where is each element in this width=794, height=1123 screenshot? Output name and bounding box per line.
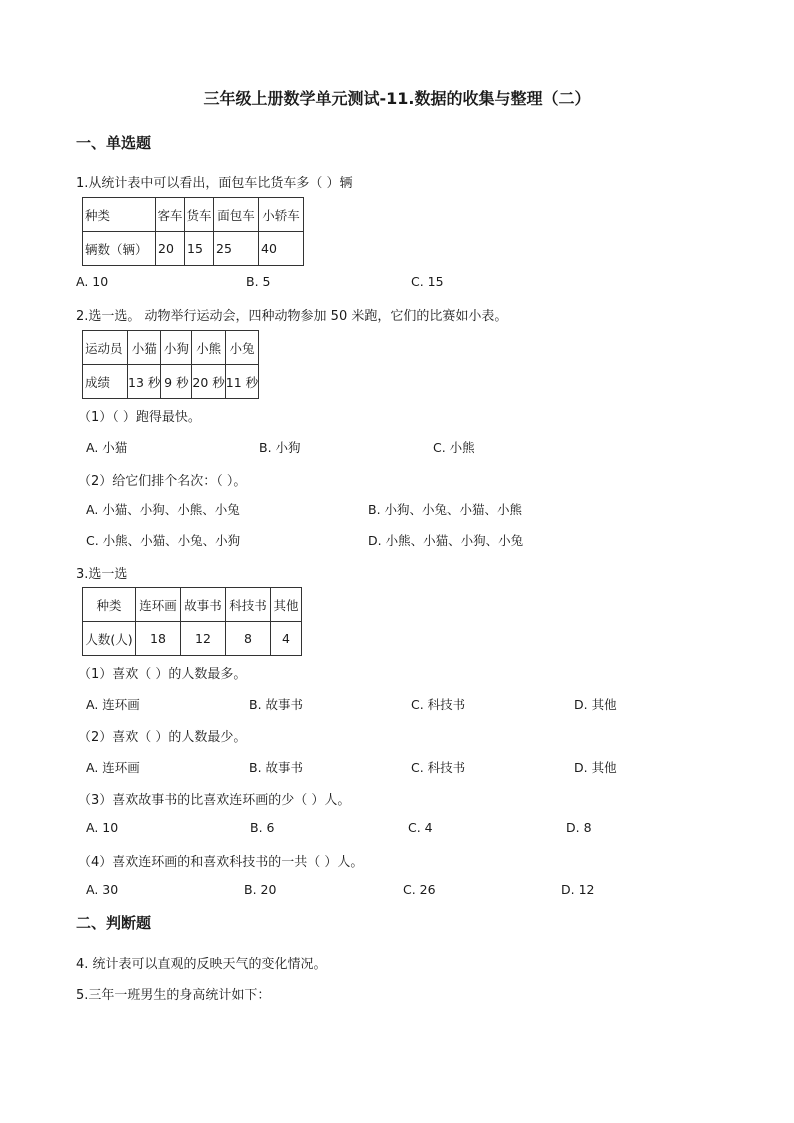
q3-sub4-text: （4）喜欢连环画的和喜欢科技书的一共（ ）人。: [78, 855, 364, 870]
q2-sub2-option-d[interactable]: D. 小熊、小猫、小狗、小兔: [368, 533, 524, 548]
table-cell: 连环画: [136, 588, 181, 622]
q2-sub1-option-a[interactable]: A. 小猫: [86, 440, 128, 455]
question-2-text: 2.选一选。 动物举行运动会，四种动物参加 50 米跑，它们的比赛如小表。: [76, 309, 508, 324]
section-heading-single-choice: 一、单选题: [76, 134, 152, 152]
table-cell: 其他: [271, 588, 302, 622]
q2-sub2-option-a[interactable]: A. 小猫、小狗、小熊、小兔: [86, 502, 240, 517]
q3-sub3-option-c[interactable]: C. 4: [408, 820, 433, 835]
q3-sub4-option-a[interactable]: A. 30: [86, 882, 119, 897]
question-3-text: 3.选一选: [76, 567, 128, 582]
table-cell: 辆数（辆）: [83, 232, 156, 266]
page-title: 三年级上册数学单元测试-11.数据的收集与整理（二）: [203, 89, 591, 108]
table-cell: 20 秒: [192, 365, 225, 399]
table-cell: 4: [271, 622, 302, 656]
table-header-row: [83, 331, 259, 365]
table-cell: 小狗: [161, 331, 192, 365]
q3-sub2-option-c[interactable]: C. 科技书: [411, 760, 466, 775]
q1-option-c[interactable]: C. 15: [411, 274, 444, 289]
question-1-table: [82, 197, 304, 266]
table-cell: 客车: [156, 198, 185, 232]
q3-sub4-option-c[interactable]: C. 26: [403, 882, 436, 897]
table-cell: 种类: [83, 588, 136, 622]
table-row: [83, 365, 259, 399]
q2-sub2-text: （2）给它们排个名次：（ ）。: [78, 474, 247, 489]
table-row: [83, 232, 304, 266]
q2-sub2-option-c[interactable]: C. 小熊、小猫、小兔、小狗: [86, 533, 241, 548]
table-cell: 18: [136, 622, 181, 656]
table-cell: 科技书: [226, 588, 271, 622]
table-cell: 25: [214, 232, 259, 266]
question-3-table: [82, 587, 302, 656]
table-cell: 运动员: [83, 331, 128, 365]
q2-sub1-option-c[interactable]: C. 小熊: [433, 440, 475, 455]
table-cell: 小轿车: [259, 198, 304, 232]
q3-sub4-option-d[interactable]: D. 12: [561, 882, 595, 897]
table-header-row: [83, 588, 302, 622]
q3-sub3-text: （3）喜欢故事书的比喜欢连环画的少（ ）人。: [78, 793, 351, 808]
question-1-text: 1.从统计表中可以看出，面包车比货车多（ ）辆: [76, 176, 353, 191]
q2-sub1-option-b[interactable]: B. 小狗: [259, 440, 301, 455]
table-cell: 小猫: [128, 331, 161, 365]
table-cell: 13 秒: [128, 365, 161, 399]
q1-option-b[interactable]: B. 5: [246, 274, 271, 289]
table-cell: 9 秒: [161, 365, 192, 399]
table-row: [83, 622, 302, 656]
q3-sub4-option-b[interactable]: B. 20: [244, 882, 277, 897]
q3-sub1-option-a[interactable]: A. 连环画: [86, 697, 140, 712]
q3-sub1-option-c[interactable]: C. 科技书: [411, 697, 466, 712]
question-5-text: 5.三年一班男生的身高统计如下：: [76, 988, 271, 1003]
q3-sub1-option-d[interactable]: D. 其他: [574, 697, 617, 712]
table-cell: 小兔: [225, 331, 258, 365]
table-cell: 成绩: [83, 365, 128, 399]
q2-sub1-text: （1）（ ）跑得最快。: [78, 410, 201, 425]
table-cell: 货车: [185, 198, 214, 232]
table-cell: 种类: [83, 198, 156, 232]
table-cell: 12: [181, 622, 226, 656]
table-cell: 故事书: [181, 588, 226, 622]
q3-sub2-text: （2）喜欢（ ）的人数最少。: [78, 730, 247, 745]
table-cell: 人数(人): [83, 622, 136, 656]
question-4-text: 4. 统计表可以直观的反映天气的变化情况。: [76, 957, 327, 972]
q3-sub2-option-b[interactable]: B. 故事书: [249, 760, 304, 775]
q2-sub2-option-b[interactable]: B. 小狗、小兔、小猫、小熊: [368, 502, 523, 517]
table-cell: 8: [226, 622, 271, 656]
q3-sub3-option-a[interactable]: A. 10: [86, 820, 119, 835]
table-cell: 15: [185, 232, 214, 266]
q3-sub2-option-d[interactable]: D. 其他: [574, 760, 617, 775]
table-cell: 40: [259, 232, 304, 266]
table-header-row: [83, 198, 304, 232]
table-cell: 面包车: [214, 198, 259, 232]
table-cell: 20: [156, 232, 185, 266]
q3-sub2-option-a[interactable]: A. 连环画: [86, 760, 140, 775]
table-cell: 11 秒: [225, 365, 258, 399]
q1-option-a[interactable]: A. 10: [76, 274, 109, 289]
table-cell: 小熊: [192, 331, 225, 365]
q3-sub3-option-b[interactable]: B. 6: [250, 820, 275, 835]
q3-sub3-option-d[interactable]: D. 8: [566, 820, 592, 835]
q3-sub1-option-b[interactable]: B. 故事书: [249, 697, 304, 712]
q3-sub1-text: （1）喜欢（ ）的人数最多。: [78, 667, 247, 682]
question-2-table: [82, 330, 259, 399]
section-heading-true-false: 二、判断题: [76, 914, 152, 932]
